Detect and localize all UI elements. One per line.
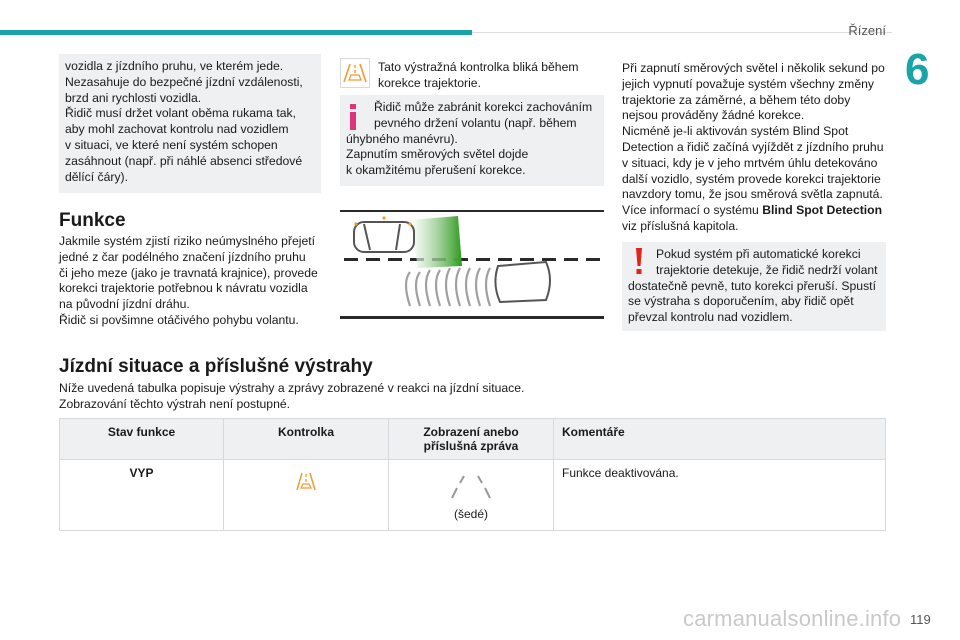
column-header: Kontrolka <box>224 419 389 460</box>
paragraph-line: další vozidlo, systém provede korekci trajektorie <box>622 171 881 186</box>
paragraph-line: Detection a řidič začíná vyjíždět z jízdního pruhu <box>622 139 884 154</box>
paragraph-line: Řidič si povšimne otáčivého pohybu volantu. <box>59 312 299 327</box>
paragraph-line: korekci trajektorie potřebnou k návratu vozidla <box>59 281 308 296</box>
info-line: úhybného manévru). <box>346 131 458 146</box>
paragraph-line: trajektorie za záměrné, a během této doby <box>622 92 851 107</box>
alert-line: trajektorie detekuje, že řidič nedrží volant <box>656 262 878 277</box>
funkce-paragraph <box>59 234 321 329</box>
section-title: Řízení <box>848 23 886 38</box>
watermark: carmanualsonline.info <box>683 606 902 631</box>
accent-bar <box>0 30 472 35</box>
column-header: Komentáře <box>554 419 886 460</box>
state-cell: VYP <box>60 460 224 531</box>
header-line: příslušná zpráva <box>423 439 519 453</box>
paragraph-line: Nicméně je-li aktivován systém Blind Spot <box>622 124 849 139</box>
display-cell <box>389 460 554 531</box>
note-line: v situaci, ve které není systém schopen <box>65 137 278 152</box>
alert-line: dostatečně pevně, tuto korekci přeruší. Spustí <box>628 278 876 293</box>
info-line: Zapnutím směrových světel dojde <box>346 147 529 162</box>
info-line: k okamžitému přerušení korekce. <box>346 163 526 178</box>
blind-spot-reference: Blind Spot Detection <box>762 203 883 218</box>
header-line: Zobrazení anebo <box>423 425 519 439</box>
note-line: brzd ani rychlosti vozidla. <box>65 90 202 105</box>
continuation-note-box <box>59 54 321 193</box>
paragraph-line: Při zapnutí směrových světel i několik sekund po <box>622 61 885 75</box>
page-number: 119 <box>910 612 931 627</box>
more-info-prefix: Více informací o systému <box>622 203 763 218</box>
info-box <box>340 95 604 186</box>
situations-table <box>59 418 886 531</box>
column-header: Stav funkce <box>60 419 224 460</box>
note-line: Řidič musí držet volant oběma rukama tak, <box>65 106 296 121</box>
note-line: vozidla z jízdního pruhu, ve kterém jede. <box>65 59 284 73</box>
column-header <box>389 419 554 460</box>
funkce-heading: Funkce <box>59 210 126 231</box>
comment-cell: Funkce deaktivována. <box>554 460 886 531</box>
indicator-cell <box>224 460 389 531</box>
warning-line: Tato výstražná kontrolka bliká během <box>378 60 579 74</box>
note-line: Nezasahuje do bezpečné jízdní vzdálenosti, <box>65 74 303 89</box>
paragraph-line: jedné z čar podélného značení jízdního pruhu <box>59 249 306 264</box>
paragraph-line <box>622 203 888 219</box>
paragraph-line: v situaci, kdy je v jeho mrtvém úhlu detekováno <box>622 155 878 170</box>
situations-intro <box>59 381 859 413</box>
paragraph-line: na původní jízdní dráhu. <box>59 297 190 312</box>
info-line: pevného držení volantu (např. během <box>374 115 577 130</box>
paragraph-line: navzdory tomu, že jsou směrová světla zapnutá. <box>622 187 883 202</box>
lane-correction-diagram <box>340 210 604 320</box>
paragraph-line: nejsou prováděny žádné korekce. <box>622 108 805 123</box>
info-line: Řidič může zabránit korekci zachováním <box>374 100 593 114</box>
paragraph-line: Jakmile systém zjistí riziko neúmyslného přejetí <box>59 234 316 248</box>
blind-spot-paragraph <box>622 61 888 235</box>
intro-line: Zobrazování těchto výstrah není postupné. <box>59 396 291 411</box>
table-header-row <box>60 419 886 460</box>
note-line: dělící čáry). <box>65 169 128 184</box>
intro-line: Níže uvedená tabulka popisuje výstrahy a zprávy zobrazené v reakci na jízdní situace. <box>59 381 525 395</box>
paragraph-line: jejich vypnutí považuje systém všechny změny <box>622 76 874 91</box>
paragraph-line: viz příslušná kapitola. <box>622 218 739 233</box>
lane-departure-warning-icon <box>294 483 318 497</box>
lane-lines-icon <box>436 491 506 505</box>
display-note: (šedé) <box>453 507 488 521</box>
note-line: zasáhnout (např. při náhlé absenci středové <box>65 153 303 168</box>
alert-line: převzal kontrolu nad vozidlem. <box>628 310 793 325</box>
warning-line: korekce trajektorie. <box>378 76 481 90</box>
alert-box <box>622 242 886 331</box>
lane-departure-warning-icon <box>340 58 370 93</box>
alert-line: se výstraha s doporučením, aby řidič opět <box>628 294 854 309</box>
header-rule <box>472 32 892 33</box>
alert-line: Pokud systém při automatické korekci <box>656 247 861 261</box>
exclamation-icon <box>634 248 644 281</box>
note-line: aby mohl zachovat kontrolu nad vozidlem <box>65 122 289 137</box>
chapter-number: 6 <box>905 45 930 94</box>
situations-heading: Jízdní situace a příslušné výstrahy <box>59 356 373 377</box>
paragraph-line: či jeho meze (jako je travnatá krajnice), provede <box>59 265 318 280</box>
table-row <box>60 460 886 531</box>
